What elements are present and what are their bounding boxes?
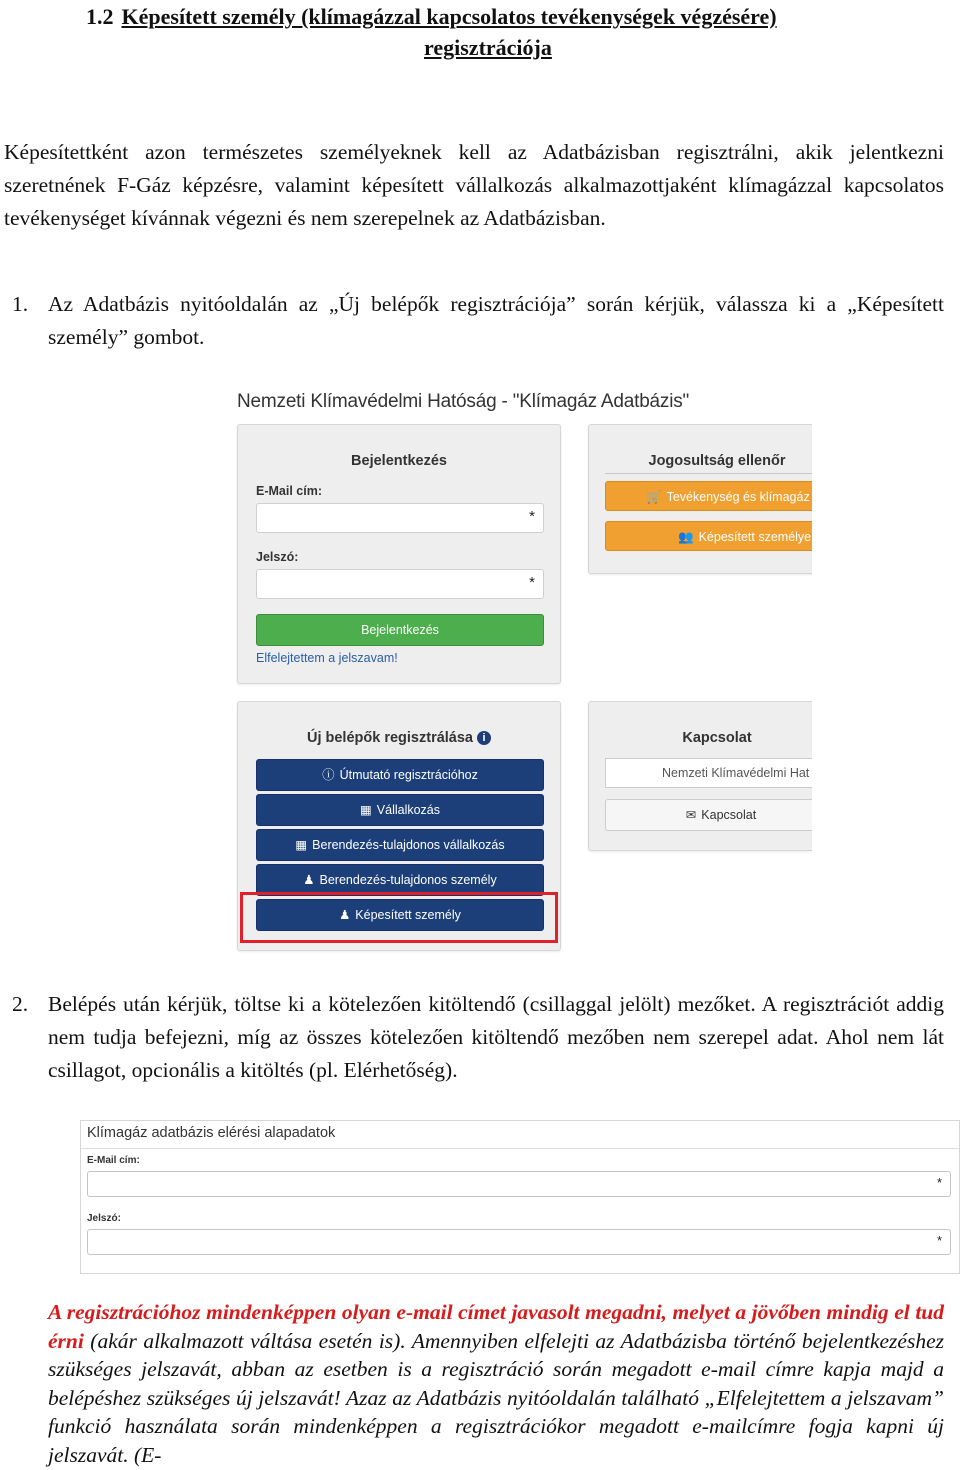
step-number: 1.	[12, 292, 29, 316]
required-star: *	[936, 1233, 942, 1248]
note-emphasis: A regisztrációhoz mindenképpen olyan e-mail címet javasolt megadni, melyet a jövőben mindig el tud érni	[48, 1300, 944, 1353]
qualified-person-button[interactable]: ♟ Képesített személy	[256, 899, 544, 931]
site-title: Nemzeti Klímavédelmi Hatóság - "Klímagáz Adatbázis"	[237, 391, 690, 412]
password-label: Jelszó:	[256, 550, 299, 564]
info-icon: i	[477, 731, 491, 745]
register-title: Új belépők regisztrálása i	[238, 730, 560, 746]
person-check-button[interactable]: 👥 Képesített személye	[605, 521, 812, 551]
highlight-frame	[240, 892, 558, 943]
heading-title: Képesített személy (klímagázzal kapcsolatos tevékenységek végzésére)	[121, 4, 777, 29]
intro-paragraph: Képesítettként azon természetes személyeknek kell az Adatbázisban regisztrálni, akik jelentkezni szeretnének F-Gáz képzésre, valamint képesített vállalkozás alkalmazottjaként klímagázzal kapcsolatos tevékenységet kívánnak végezni és nem szerepelnek az Adatbázisban.	[4, 140, 944, 230]
password-label: Jelszó:	[87, 1213, 121, 1224]
step-text: Az Adatbázis nyitóoldalán az „Új belépők regisztrációja” során kérjük, válassza ki a „Képesített személy” gombot.	[48, 292, 944, 349]
cart-icon: 🛒	[646, 490, 662, 504]
form-title: Klímagáz adatbázis elérési alapadatok	[87, 1125, 336, 1141]
divider	[81, 1148, 959, 1149]
user-icon: ♟	[339, 908, 351, 922]
email-note	[48, 1298, 944, 1470]
login-title: Bejelentkezés	[351, 453, 447, 469]
rights-title: Jogosultság ellenőr	[605, 453, 812, 474]
register-panel	[237, 701, 561, 951]
step-1	[12, 288, 944, 354]
forgot-password-link[interactable]: Elfelejtettem a jelszavam!	[256, 651, 398, 665]
guide-button[interactable]: ⓘ Útmutató regisztrációhoz	[256, 759, 544, 791]
owner-company-button[interactable]: ▦ Berendezés-tulajdonos vállalkozás	[256, 829, 544, 861]
users-icon: 👥	[678, 530, 694, 544]
company-button[interactable]: ▦ Vállalkozás	[256, 794, 544, 826]
rights-panel	[588, 424, 812, 574]
homepage-screenshot	[232, 386, 812, 956]
activity-check-button[interactable]: 🛒 Tevékenység és klímagáz	[605, 481, 812, 511]
login-panel	[237, 424, 561, 684]
password-input[interactable]	[256, 569, 544, 599]
note-text: (akár alkalmazott váltása esetén is). Amennyiben elfelejti az Adatbázisba történő bejelentkezéshez szükséges jelszavát, abban az esetben is a regisztráció során megadott e-mail címre kapja majd a belépéshez szükséges új jelszavát! Azaz az Adatbázis nyitóoldalán található „Elfelejtettem a jelszavam” funkció használata során mindenképpen a regisztrációkor megadott e-mailcímre fogja kapni új jelszavát. (E-	[48, 1328, 944, 1467]
step-text: Belépés után kérjük, töltse ki a kötelezően kitöltendő (csillaggal jelölt) mezőket. A regisztrációt addig nem tudja befejezni, míg az összes kötelezően kitöltendő mezőben nem szerepel adat. Ahol nem lát csillagot, opcionális a kitöltés (pl. Elérhetőség).	[48, 992, 944, 1082]
owner-person-button[interactable]: ♟ Berendezés-tulajdonos személy	[256, 864, 544, 896]
contact-title: Kapcsolat	[682, 730, 752, 746]
contact-field: Nemzeti Klímavédelmi Hat	[605, 758, 812, 788]
heading-title-cont: regisztrációja	[424, 35, 552, 60]
email-input[interactable]	[256, 503, 544, 533]
access-data-screenshot	[80, 1120, 960, 1274]
info-icon: ⓘ	[322, 768, 335, 782]
step-number: 2.	[12, 992, 29, 1016]
email-label: E-Mail cím:	[256, 484, 322, 498]
required-star: *	[529, 508, 535, 525]
envelope-icon: ✉	[685, 808, 697, 822]
contact-button[interactable]: ✉ Kapcsolat	[605, 799, 812, 831]
building-icon: ▦	[295, 838, 308, 852]
contact-panel	[588, 701, 812, 851]
login-button[interactable]: Bejelentkezés	[256, 614, 544, 646]
heading-line-1	[86, 0, 777, 33]
heading-number: 1.2	[86, 4, 114, 29]
step-2	[12, 988, 944, 1087]
building-icon: ▦	[359, 803, 372, 817]
required-star: *	[529, 574, 535, 591]
password-input[interactable]	[87, 1229, 951, 1255]
user-icon: ♟	[303, 873, 315, 887]
required-star: *	[936, 1175, 942, 1190]
email-label: E-Mail cím:	[87, 1155, 140, 1166]
email-input[interactable]	[87, 1171, 951, 1197]
